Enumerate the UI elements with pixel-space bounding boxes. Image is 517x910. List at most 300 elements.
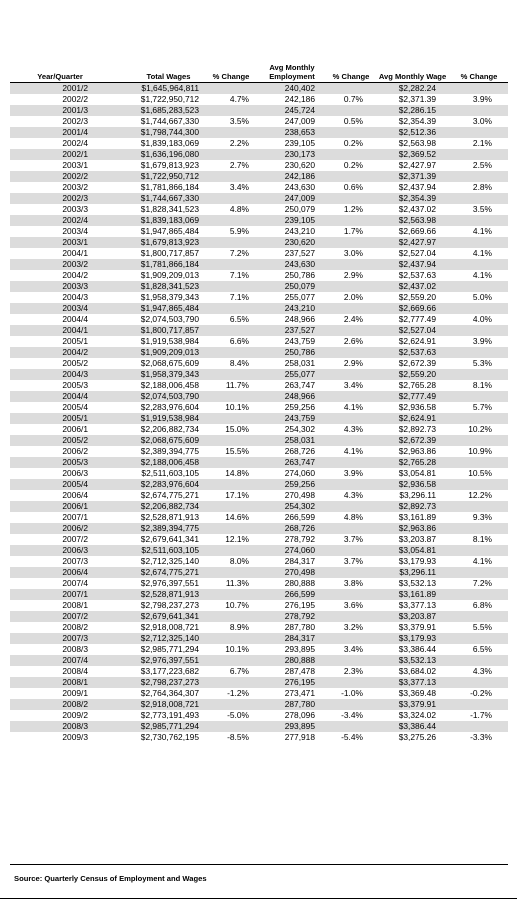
avg-wage-cell: $2,527.04 [375, 325, 450, 336]
total-wages-cell: $2,773,191,493 [110, 710, 205, 721]
avg-wage-cell: $2,527.04 [375, 248, 450, 259]
employment-change-cell: 4.3% [327, 490, 375, 501]
employment-cell: 284,317 [257, 556, 327, 567]
year-quarter-cell: 2002/1 [10, 149, 110, 160]
year-quarter-cell: 2004/2 [10, 347, 110, 358]
wage-change-cell [450, 281, 508, 292]
wages-change-cell [205, 501, 257, 512]
total-wages-cell: $1,679,813,923 [110, 160, 205, 171]
wages-change-cell [205, 567, 257, 578]
employment-change-cell: 0.2% [327, 138, 375, 149]
table-row [10, 413, 508, 424]
wages-change-cell [205, 215, 257, 226]
total-wages-cell: $1,685,283,523 [110, 105, 205, 116]
year-quarter-cell: 2003/3 [10, 204, 110, 215]
wages-change-cell [205, 303, 257, 314]
employment-change-cell [327, 83, 375, 94]
header-rule [10, 82, 508, 83]
year-quarter-cell: 2006/1 [10, 424, 110, 435]
year-quarter-cell: 2008/1 [10, 677, 110, 688]
employment-cell: 250,786 [257, 347, 327, 358]
year-quarter-cell: 2008/2 [10, 622, 110, 633]
avg-wage-cell: $3,386.44 [375, 644, 450, 655]
employment-change-cell [327, 237, 375, 248]
employment-change-cell: 3.9% [327, 468, 375, 479]
wages-change-cell [205, 413, 257, 424]
employment-cell: 240,402 [257, 83, 327, 94]
wages-change-cell [205, 479, 257, 490]
table-row [10, 281, 508, 292]
total-wages-cell: $1,909,209,013 [110, 270, 205, 281]
avg-wage-cell: $2,765.28 [375, 457, 450, 468]
year-quarter-cell: 2008/3 [10, 721, 110, 732]
employment-change-cell: 1.2% [327, 204, 375, 215]
total-wages-cell: $2,528,871,913 [110, 589, 205, 600]
table-row [10, 215, 508, 226]
header-wages-change: % Change [212, 71, 250, 81]
avg-wage-cell: $3,203.87 [375, 534, 450, 545]
avg-wage-cell: $2,892.73 [375, 501, 450, 512]
employment-cell: 230,620 [257, 160, 327, 171]
employment-change-cell: -3.4% [327, 710, 375, 721]
employment-cell: 242,186 [257, 171, 327, 182]
employment-change-cell [327, 303, 375, 314]
wage-change-cell: 9.3% [450, 512, 508, 523]
wage-change-cell: 4.1% [450, 248, 508, 259]
wages-change-cell: 12.1% [205, 534, 257, 545]
total-wages-cell: $1,800,717,857 [110, 325, 205, 336]
wage-change-cell [450, 391, 508, 402]
employment-cell: 293,895 [257, 644, 327, 655]
year-quarter-cell: 2004/4 [10, 314, 110, 325]
avg-wage-cell: $3,296.11 [375, 567, 450, 578]
avg-wage-cell: $3,296.11 [375, 490, 450, 501]
table-row [10, 391, 508, 402]
table-row [10, 567, 508, 578]
employment-change-cell [327, 215, 375, 226]
table-row [10, 402, 508, 413]
total-wages-cell: $2,976,397,551 [110, 578, 205, 589]
avg-wage-cell: $3,532.13 [375, 578, 450, 589]
employment-cell: 230,173 [257, 149, 327, 160]
employment-change-cell [327, 677, 375, 688]
avg-wage-cell: $2,427.97 [375, 160, 450, 171]
employment-change-cell [327, 589, 375, 600]
total-wages-cell: $2,798,237,273 [110, 677, 205, 688]
wages-change-cell: 5.9% [205, 226, 257, 237]
wages-change-cell: 10.7% [205, 600, 257, 611]
year-quarter-cell: 2004/1 [10, 325, 110, 336]
avg-wage-cell: $3,324.02 [375, 710, 450, 721]
wage-change-cell [450, 523, 508, 534]
employment-change-cell: 2.6% [327, 336, 375, 347]
employment-change-cell: 3.8% [327, 578, 375, 589]
avg-wage-cell: $2,437.02 [375, 204, 450, 215]
avg-wage-cell: $2,286.15 [375, 105, 450, 116]
employment-cell: 230,620 [257, 237, 327, 248]
year-quarter-cell: 2001/3 [10, 105, 110, 116]
avg-wage-cell: $2,669.66 [375, 226, 450, 237]
employment-change-cell: 4.1% [327, 446, 375, 457]
employment-cell: 243,630 [257, 259, 327, 270]
year-quarter-cell: 2001/2 [10, 83, 110, 94]
wages-change-cell: 7.1% [205, 270, 257, 281]
wage-change-cell [450, 127, 508, 138]
employment-cell: 247,009 [257, 116, 327, 127]
total-wages-cell: $2,712,325,140 [110, 556, 205, 567]
employment-cell: 242,186 [257, 94, 327, 105]
avg-wage-cell: $2,427.97 [375, 237, 450, 248]
total-wages-cell: $1,722,950,712 [110, 171, 205, 182]
employment-change-cell: 2.3% [327, 666, 375, 677]
total-wages-cell: $1,828,341,523 [110, 204, 205, 215]
wages-change-cell: 10.1% [205, 402, 257, 413]
total-wages-cell: $1,645,964,811 [110, 83, 205, 94]
table-row [10, 237, 508, 248]
wages-change-cell [205, 83, 257, 94]
wage-change-cell [450, 589, 508, 600]
year-quarter-cell: 2005/3 [10, 457, 110, 468]
year-quarter-cell: 2006/4 [10, 567, 110, 578]
avg-wage-cell: $2,437.02 [375, 281, 450, 292]
wages-change-cell: 14.8% [205, 468, 257, 479]
wage-change-cell: 10.5% [450, 468, 508, 479]
table-row [10, 457, 508, 468]
year-quarter-cell: 2007/2 [10, 534, 110, 545]
avg-wage-cell: $2,963.86 [375, 446, 450, 457]
employment-cell: 255,077 [257, 369, 327, 380]
table-row [10, 105, 508, 116]
table-row [10, 655, 508, 666]
avg-wage-cell: $2,371.39 [375, 94, 450, 105]
total-wages-cell: $2,206,882,734 [110, 501, 205, 512]
year-quarter-cell: 2004/3 [10, 292, 110, 303]
year-quarter-cell: 2005/3 [10, 380, 110, 391]
employment-change-cell [327, 523, 375, 534]
source-note: Source: Quarterly Census of Employment and Wages [14, 874, 207, 883]
employment-change-cell [327, 633, 375, 644]
total-wages-cell: $1,919,538,984 [110, 413, 205, 424]
avg-wage-cell: $3,379.91 [375, 699, 450, 710]
wage-change-cell: 5.3% [450, 358, 508, 369]
wages-change-cell: 6.6% [205, 336, 257, 347]
employment-change-cell: 4.3% [327, 424, 375, 435]
total-wages-cell: $1,679,813,923 [110, 237, 205, 248]
wages-change-cell [205, 391, 257, 402]
table-row [10, 193, 508, 204]
employment-cell: 237,527 [257, 325, 327, 336]
total-wages-cell: $2,798,237,273 [110, 600, 205, 611]
table-header [10, 58, 508, 83]
wages-change-cell [205, 545, 257, 556]
wages-change-cell: 11.7% [205, 380, 257, 391]
employment-cell: 274,060 [257, 545, 327, 556]
year-quarter-cell: 2005/4 [10, 402, 110, 413]
wage-change-cell: 12.2% [450, 490, 508, 501]
table-row [10, 380, 508, 391]
wages-change-cell [205, 655, 257, 666]
total-wages-cell: $1,947,865,484 [110, 303, 205, 314]
total-wages-cell: $2,068,675,609 [110, 358, 205, 369]
employment-change-cell [327, 325, 375, 336]
employment-change-cell: 0.7% [327, 94, 375, 105]
total-wages-cell: $1,839,183,069 [110, 215, 205, 226]
employment-change-cell [327, 127, 375, 138]
employment-cell: 276,195 [257, 600, 327, 611]
wage-change-cell [450, 193, 508, 204]
year-quarter-cell: 2007/1 [10, 589, 110, 600]
header-avg-monthly-wage: Avg Monthly Wage [378, 71, 447, 81]
table-row [10, 171, 508, 182]
employment-cell: 255,077 [257, 292, 327, 303]
wages-change-cell: 14.6% [205, 512, 257, 523]
employment-cell: 254,302 [257, 424, 327, 435]
wages-change-cell: 10.1% [205, 644, 257, 655]
total-wages-cell: $2,712,325,140 [110, 633, 205, 644]
wages-change-cell: 4.7% [205, 94, 257, 105]
table-row [10, 325, 508, 336]
year-quarter-cell: 2009/2 [10, 710, 110, 721]
wage-change-cell [450, 479, 508, 490]
wages-change-cell [205, 677, 257, 688]
avg-wage-cell: $3,275.26 [375, 732, 450, 743]
wage-change-cell: 3.5% [450, 204, 508, 215]
employment-change-cell: 3.2% [327, 622, 375, 633]
table-row [10, 292, 508, 303]
table-row [10, 303, 508, 314]
employment-cell: 268,726 [257, 446, 327, 457]
avg-wage-cell: $3,377.13 [375, 600, 450, 611]
employment-cell: 274,060 [257, 468, 327, 479]
employment-change-cell: 1.7% [327, 226, 375, 237]
wages-change-cell [205, 281, 257, 292]
employment-cell: 248,966 [257, 314, 327, 325]
wage-change-cell [450, 633, 508, 644]
employment-cell: 278,792 [257, 534, 327, 545]
avg-wage-cell: $2,354.39 [375, 193, 450, 204]
table-row [10, 270, 508, 281]
wages-table-container [10, 58, 508, 743]
table-row [10, 677, 508, 688]
wage-change-cell: 8.1% [450, 534, 508, 545]
table-row [10, 259, 508, 270]
table-row [10, 226, 508, 237]
employment-cell: 284,317 [257, 633, 327, 644]
employment-change-cell [327, 369, 375, 380]
employment-change-cell: 2.9% [327, 358, 375, 369]
total-wages-cell: $2,389,394,775 [110, 523, 205, 534]
wages-change-cell: 17.1% [205, 490, 257, 501]
year-quarter-cell: 2008/1 [10, 600, 110, 611]
table-row [10, 347, 508, 358]
year-quarter-cell: 2002/3 [10, 116, 110, 127]
wage-change-cell [450, 677, 508, 688]
employment-cell: 287,780 [257, 622, 327, 633]
wages-change-cell: 8.9% [205, 622, 257, 633]
avg-wage-cell: $3,179.93 [375, 556, 450, 567]
avg-wage-cell: $2,936.58 [375, 479, 450, 490]
wage-change-cell: 4.1% [450, 270, 508, 281]
year-quarter-cell: 2008/2 [10, 699, 110, 710]
employment-cell: 243,210 [257, 303, 327, 314]
year-quarter-cell: 2002/2 [10, 94, 110, 105]
employment-change-cell [327, 567, 375, 578]
employment-change-cell [327, 171, 375, 182]
wages-change-cell [205, 611, 257, 622]
year-quarter-cell: 2004/4 [10, 391, 110, 402]
total-wages-cell: $1,839,183,069 [110, 138, 205, 149]
employment-change-cell: 3.4% [327, 644, 375, 655]
wage-change-cell: 4.3% [450, 666, 508, 677]
avg-wage-cell: $3,369.48 [375, 688, 450, 699]
table-bottom-rule [10, 864, 508, 865]
wage-change-cell: -0.2% [450, 688, 508, 699]
avg-wage-cell: $3,203.87 [375, 611, 450, 622]
total-wages-cell: $2,511,603,105 [110, 468, 205, 479]
year-quarter-cell: 2002/4 [10, 215, 110, 226]
employment-change-cell: 0.2% [327, 160, 375, 171]
wage-change-cell [450, 105, 508, 116]
table-row [10, 248, 508, 259]
year-quarter-cell: 2003/1 [10, 160, 110, 171]
table-row [10, 468, 508, 479]
table-row [10, 479, 508, 490]
employment-cell: 287,780 [257, 699, 327, 710]
wage-change-cell: 5.7% [450, 402, 508, 413]
employment-change-cell: 2.4% [327, 314, 375, 325]
year-quarter-cell: 2004/2 [10, 270, 110, 281]
employment-cell: 268,726 [257, 523, 327, 534]
wages-change-cell [205, 523, 257, 534]
table-row [10, 721, 508, 732]
header-employment-change: % Change [332, 71, 370, 81]
employment-cell: 245,724 [257, 105, 327, 116]
year-quarter-cell: 2007/4 [10, 655, 110, 666]
year-quarter-cell: 2006/3 [10, 545, 110, 556]
employment-cell: 263,747 [257, 380, 327, 391]
wages-change-cell: 15.5% [205, 446, 257, 457]
total-wages-cell: $2,918,008,721 [110, 699, 205, 710]
total-wages-cell: $1,958,379,343 [110, 369, 205, 380]
header-total-wages: Total Wages [146, 71, 191, 81]
wage-change-cell: 10.2% [450, 424, 508, 435]
avg-wage-cell: $2,669.66 [375, 303, 450, 314]
total-wages-cell: $2,679,641,341 [110, 534, 205, 545]
employment-change-cell [327, 281, 375, 292]
table-row [10, 710, 508, 721]
year-quarter-cell: 2001/4 [10, 127, 110, 138]
employment-cell: 238,653 [257, 127, 327, 138]
avg-wage-cell: $3,379.91 [375, 622, 450, 633]
wages-change-cell [205, 105, 257, 116]
employment-change-cell [327, 479, 375, 490]
wage-change-cell: 3.9% [450, 94, 508, 105]
employment-change-cell [327, 435, 375, 446]
employment-change-cell: 4.1% [327, 402, 375, 413]
wage-change-cell [450, 369, 508, 380]
employment-cell: 239,105 [257, 138, 327, 149]
employment-change-cell: -5.4% [327, 732, 375, 743]
avg-wage-cell: $3,179.93 [375, 633, 450, 644]
wages-change-cell: 6.5% [205, 314, 257, 325]
avg-wage-cell: $2,354.39 [375, 116, 450, 127]
employment-cell: 243,210 [257, 226, 327, 237]
year-quarter-cell: 2006/2 [10, 523, 110, 534]
wage-change-cell [450, 83, 508, 94]
employment-change-cell [327, 413, 375, 424]
employment-change-cell [327, 545, 375, 556]
year-quarter-cell: 2007/4 [10, 578, 110, 589]
wage-change-cell [450, 611, 508, 622]
employment-cell: 243,759 [257, 336, 327, 347]
total-wages-cell: $1,636,196,080 [110, 149, 205, 160]
wage-change-cell: -1.7% [450, 710, 508, 721]
avg-wage-cell: $2,437.94 [375, 259, 450, 270]
year-quarter-cell: 2003/2 [10, 259, 110, 270]
wage-change-cell: -3.3% [450, 732, 508, 743]
avg-wage-cell: $2,371.39 [375, 171, 450, 182]
year-quarter-cell: 2005/4 [10, 479, 110, 490]
wage-change-cell: 3.9% [450, 336, 508, 347]
employment-change-cell: 2.0% [327, 292, 375, 303]
table-row [10, 336, 508, 347]
total-wages-cell: $2,730,762,195 [110, 732, 205, 743]
wages-change-cell: 3.4% [205, 182, 257, 193]
avg-wage-cell: $3,386.44 [375, 721, 450, 732]
employment-change-cell [327, 611, 375, 622]
employment-cell: 254,302 [257, 501, 327, 512]
year-quarter-cell: 2003/4 [10, 303, 110, 314]
year-quarter-cell: 2006/1 [10, 501, 110, 512]
table-row [10, 611, 508, 622]
total-wages-cell: $1,798,744,300 [110, 127, 205, 138]
avg-wage-cell: $3,684.02 [375, 666, 450, 677]
employment-change-cell [327, 347, 375, 358]
table-row [10, 358, 508, 369]
table-row [10, 512, 508, 523]
total-wages-cell: $2,188,006,458 [110, 380, 205, 391]
employment-change-cell: 0.5% [327, 116, 375, 127]
avg-wage-cell: $2,672.39 [375, 358, 450, 369]
wages-table [10, 58, 508, 743]
employment-change-cell [327, 149, 375, 160]
wages-change-cell [205, 193, 257, 204]
header-wage-change: % Change [460, 71, 498, 81]
table-row [10, 545, 508, 556]
year-quarter-cell: 2005/2 [10, 358, 110, 369]
employment-cell: 266,599 [257, 512, 327, 523]
wage-change-cell: 5.0% [450, 292, 508, 303]
avg-wage-cell: $2,282.24 [375, 83, 450, 94]
employment-cell: 239,105 [257, 215, 327, 226]
wage-change-cell: 4.0% [450, 314, 508, 325]
wage-change-cell: 3.0% [450, 116, 508, 127]
wage-change-cell: 4.1% [450, 226, 508, 237]
year-quarter-cell: 2009/3 [10, 732, 110, 743]
total-wages-cell: $2,918,008,721 [110, 622, 205, 633]
table-row [10, 699, 508, 710]
wages-change-cell: -8.5% [205, 732, 257, 743]
table-row [10, 204, 508, 215]
table-row [10, 446, 508, 457]
year-quarter-cell: 2003/1 [10, 237, 110, 248]
wages-change-cell [205, 149, 257, 160]
employment-change-cell: 3.7% [327, 534, 375, 545]
wage-change-cell: 2.8% [450, 182, 508, 193]
employment-cell: 258,031 [257, 435, 327, 446]
total-wages-cell: $1,781,866,184 [110, 182, 205, 193]
employment-cell: 287,478 [257, 666, 327, 677]
